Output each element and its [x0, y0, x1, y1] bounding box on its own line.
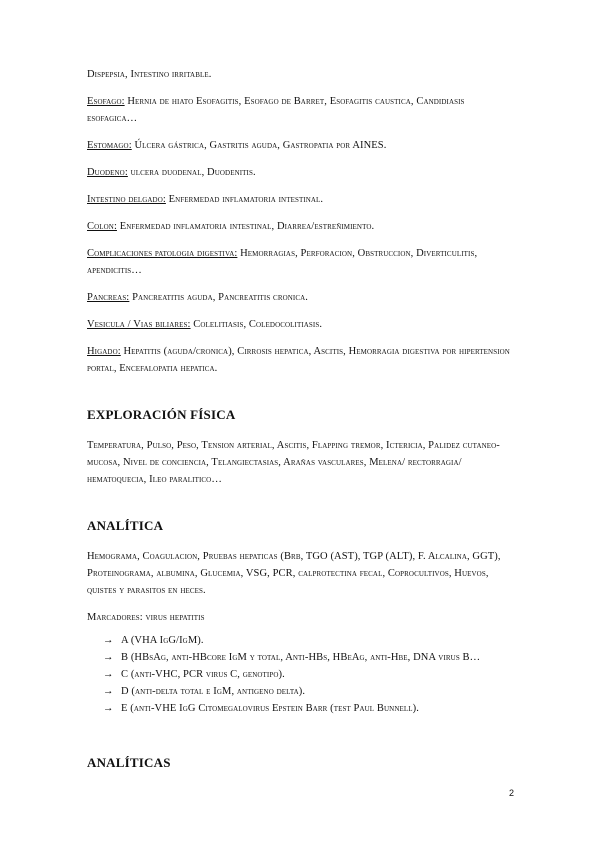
section-label: Colon: — [87, 221, 117, 232]
heading-exploracion-fisica: EXPLORACIÓN FÍSICA — [87, 407, 236, 422]
heading-analiticas: ANALÍTICAS — [87, 755, 171, 770]
arrow-icon: → — [103, 669, 114, 680]
heading-analitica: ANALÍTICA — [87, 518, 164, 533]
section-text: Enfermedad inflamatoria intestinal, Diarrea/estreñimiento. — [116, 221, 375, 232]
marker-text: C (anti-VHC, PCR virus C, genotipo). — [121, 669, 285, 680]
marker-text: B (HBsAg, anti-HBcore IgM y total, Anti-HBs, HBeAg, anti-Hbe, DNA virus B… — [121, 652, 481, 663]
page-content — [87, 66, 517, 771]
section-vesicula — [87, 316, 517, 333]
arrow-icon: → — [103, 686, 114, 697]
section-text: Enfermedad inflamatoria intestinal. — [165, 194, 324, 205]
section-colon — [87, 218, 517, 235]
arrow-icon: → — [103, 635, 114, 646]
intro-line: Dispepsia, Intestino irritable. — [87, 69, 212, 80]
section-label: Pancreas: — [87, 292, 130, 303]
arrow-icon: → — [103, 652, 114, 663]
list-item — [103, 632, 517, 649]
exploracion-text: Temperatura, Pulso, Peso, Tension arterial, Ascitis, Flapping tremor, Ictericia, Palidez cutaneo-mucosa, Nivel de conciencia, Telangiectasias, Arañas vasculares, Melena/ rectorragia/ hematoquecia, Ileo paralitico… — [87, 440, 500, 485]
section-label: Duodeno: — [87, 167, 128, 178]
section-text: Hemorragias, Perforacion, Obstruccion, Diverticulitis, apendicitis… — [87, 248, 478, 276]
section-esofago — [87, 93, 517, 127]
markers-title: Marcadores: virus hepatitis — [87, 612, 205, 623]
marker-text: A (VHA IgG/IgM). — [121, 635, 204, 646]
section-text: Pancreatitis aguda, Pancreatitis cronica. — [129, 292, 308, 303]
section-label: Esofago: — [87, 96, 125, 107]
analitica-text: Hemograma, Coagulacion, Pruebas hepaticas (Brb, TGO (AST), TGP (ALT), F. Alcalina, GGT), Proteinograma, albumina, Glucemia, VSG, PCR, calprotectina fecal, Coprocultivos, Huevos, quistes y parasitos en heces. — [87, 551, 501, 596]
section-estomago — [87, 137, 517, 154]
section-label: Vesicula / Vias biliares: — [87, 319, 191, 330]
section-duodeno — [87, 164, 517, 181]
section-intestino-delgado — [87, 191, 517, 208]
list-item — [103, 700, 517, 717]
section-label: Complicaciones patologia digestiva: — [87, 248, 238, 259]
marker-text: E (anti-VHE IgG Citomegalovirus Epstein Barr (test Paul Bunnell). — [121, 703, 419, 714]
section-label: Estomago: — [87, 140, 132, 151]
list-item — [103, 649, 517, 666]
list-item — [103, 683, 517, 700]
section-text: Colelitiasis, Coledocolitiasis. — [190, 319, 323, 330]
section-higado — [87, 343, 517, 377]
section-label: Higado: — [87, 346, 121, 357]
list-item — [103, 666, 517, 683]
section-text: Úlcera gástrica, Gastritis aguda, Gastropatia por AINES. — [131, 140, 387, 151]
arrow-icon: → — [103, 703, 114, 714]
section-text: Hernia de hiato Esofagitis, Esofago de Barret, Esofagitis caustica, Candidiasis esofagica… — [87, 96, 465, 124]
section-label: Intestino delgado: — [87, 194, 166, 205]
marker-text: D (anti-delta total e IgM, antigeno delta). — [121, 686, 306, 697]
page-number: 2 — [508, 788, 514, 798]
section-complicaciones — [87, 245, 517, 279]
section-text: Hepatitis (aguda/cronica), Cirrosis hepatica, Ascitis, Hemorragia digestiva por hipertension portal, Encefalopatia hepatica. — [87, 346, 510, 374]
markers-list — [87, 632, 517, 717]
section-pancreas — [87, 289, 517, 306]
section-text: ulcera duodenal, Duodenitis. — [127, 167, 256, 178]
